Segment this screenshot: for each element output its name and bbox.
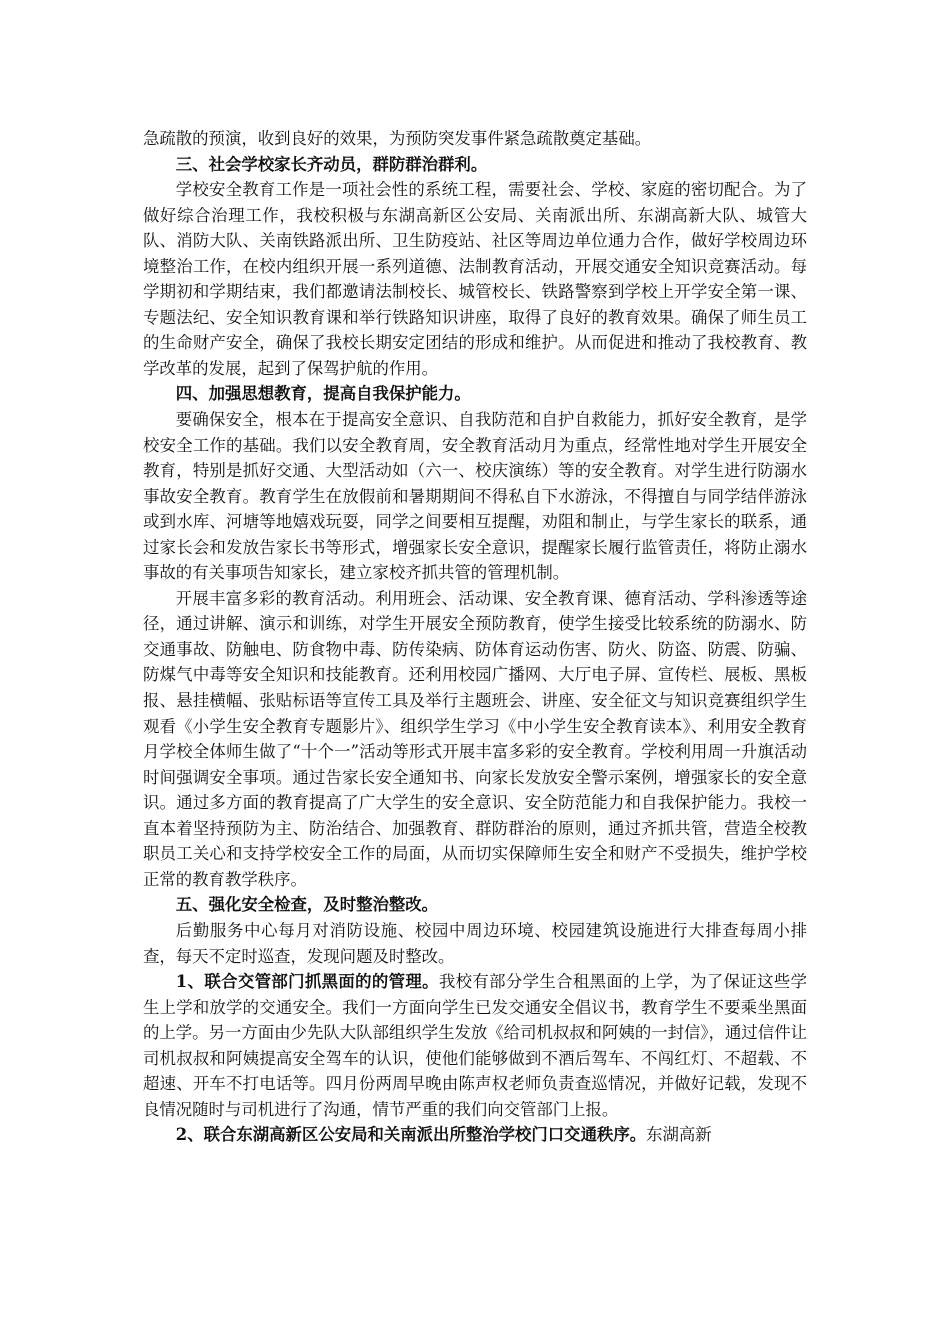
- paragraph-traffic-management: [143, 969, 807, 1122]
- paragraph-inspection: 后勤服务中心每月对消防设施、校园中周边环境、校园建筑设施进行大排查每周小排查，每天不定时巡查，发现问题及时整改。: [143, 920, 807, 966]
- section-heading-4: 四、加强思想教育，提高自我保护能力。: [175, 384, 471, 404]
- section-heading-5: 五、强化安全检查，及时整治整改。: [175, 895, 439, 915]
- document-page: [143, 126, 807, 1148]
- paragraph-education-activities: 开展丰富多彩的教育活动。利用班会、活动课、安全教育课、德育活动、学科渗透等途径，通过讲解、演示和训练，对学生开展安全预防教育，使学生接受比较系统的防溺水、防交通事故、防触电、防食物中毒、防传染病、防体育运动伤害、防火、防盗、防震、防骗、防煤气中毒等安全知识和技能教育。还利用校园广播网、大厅电子屏、宣传栏、展板、黑板报、悬挂横幅、张贴标语等宣传工具及举行主题班会、讲座、安全征文与知识竞赛组织学生观看《小学生安全教育专题影片》、组织学生学习《中小学生安全教育读本》、利用安全教育月学校全体师生做了“十个一”活动等形式开展丰富多彩的安全教育。学校利用周一升旗活动时间强调安全事项。通过告家长安全通知书、向家长发放安全警示案例，增强家长的安全意识。通过多方面的教育提高了广大学生的安全意识、安全防范能力和自我保护能力。我校一直本着坚持预防为主、防治结合、加强教育、群防群治的原则，通过齐抓共管，营造全校教职员工关心和支持学校安全工作的局面，从而切实保障师生安全和财产不受损失，维护学校正常的教育教学秩序。: [143, 588, 807, 889]
- paragraph-safety-awareness: 要确保安全，根本在于提高安全意识、自我防范和自护自救能力，抓好安全教育，是学校安全工作的基础。我们以安全教育周，安全教育活动月为重点，经常性地对学生开展安全教育，特别是抓好交通、大型活动如（六一、校庆演练）等的安全教育。对学生进行防溺水事故安全教育。教育学生在放假前和暑期期间不得私自下水游泳，不得擅自与同学结伴游泳或到水库、河塘等地嬉戏玩耍，同学之间要相互提醒，劝阻和制止，与学生家长的联系，通过家长会和发放告家长书等形式，增强家长安全意识，提醒家长履行监管责任，将防止溺水事故的有关事项告知家长，建立家校齐抓共管的管理机制。: [143, 410, 807, 583]
- paragraph-lead-2: 2、联合东湖高新区公安局和关南派出所整治学校门口交通秩序。: [175, 1125, 647, 1145]
- paragraph-body-1: 我校有部分学生合租黑面的上学，为了保证这些学生上学和放学的交通安全。我们一方面向学生已发交通安全倡议书，教育学生不要乘坐黑面的上学。另一方面由少先队大队部组织学生发放《给司机叔叔和阿姨的一封信》，通过信件让司机叔叔和阿姨提高安全驾车的认识，使他们能够做到不酒后驾车、不闯红灯、不超载、不超速、开车不打电话等。四月份两周早晚由陈声权老师负责查巡情况，并做好记载，发现不良情况随时与司机进行了沟通，情节严重的我们向交管部门上报。: [143, 972, 808, 1119]
- paragraph-lead-1: 1、联合交管部门抓黑面的的管理。: [175, 972, 439, 992]
- section-heading-3: 三、社会学校家长齐动员，群防群治群利。: [175, 154, 488, 174]
- paragraph-gate-traffic: [143, 1122, 807, 1148]
- paragraph-body-2: 东湖高新: [646, 1125, 712, 1145]
- paragraph-community-cooperation: 学校安全教育工作是一项社会性的系统工程，需要社会、学校、家庭的密切配合。为了做好综合治理工作，我校积极与东湖高新区公安局、关南派出所、东湖高新大队、城管大队、消防大队、关南铁路派出所、卫生防疫站、社区等周边单位通力合作，做好学校周边环境整治工作，在校内组织开展一系列道德、法制教育活动，开展交通安全知识竞赛活动。每学期初和学期结束，我们都邀请法制校长、城管校长、铁路警察到学校上开学安全第一课、专题法纪、安全知识教育课和举行铁路知识讲座，取得了良好的教育效果。确保了师生员工的生命财产安全，确保了我校长期安定团结的形成和维护。从而促进和推动了我校教育、教学改革的发展，起到了保驾护航的作用。: [143, 180, 807, 378]
- paragraph-continued: 急疏散的预演，收到良好的效果，为预防突发事件紧急疏散奠定基础。: [143, 129, 652, 148]
